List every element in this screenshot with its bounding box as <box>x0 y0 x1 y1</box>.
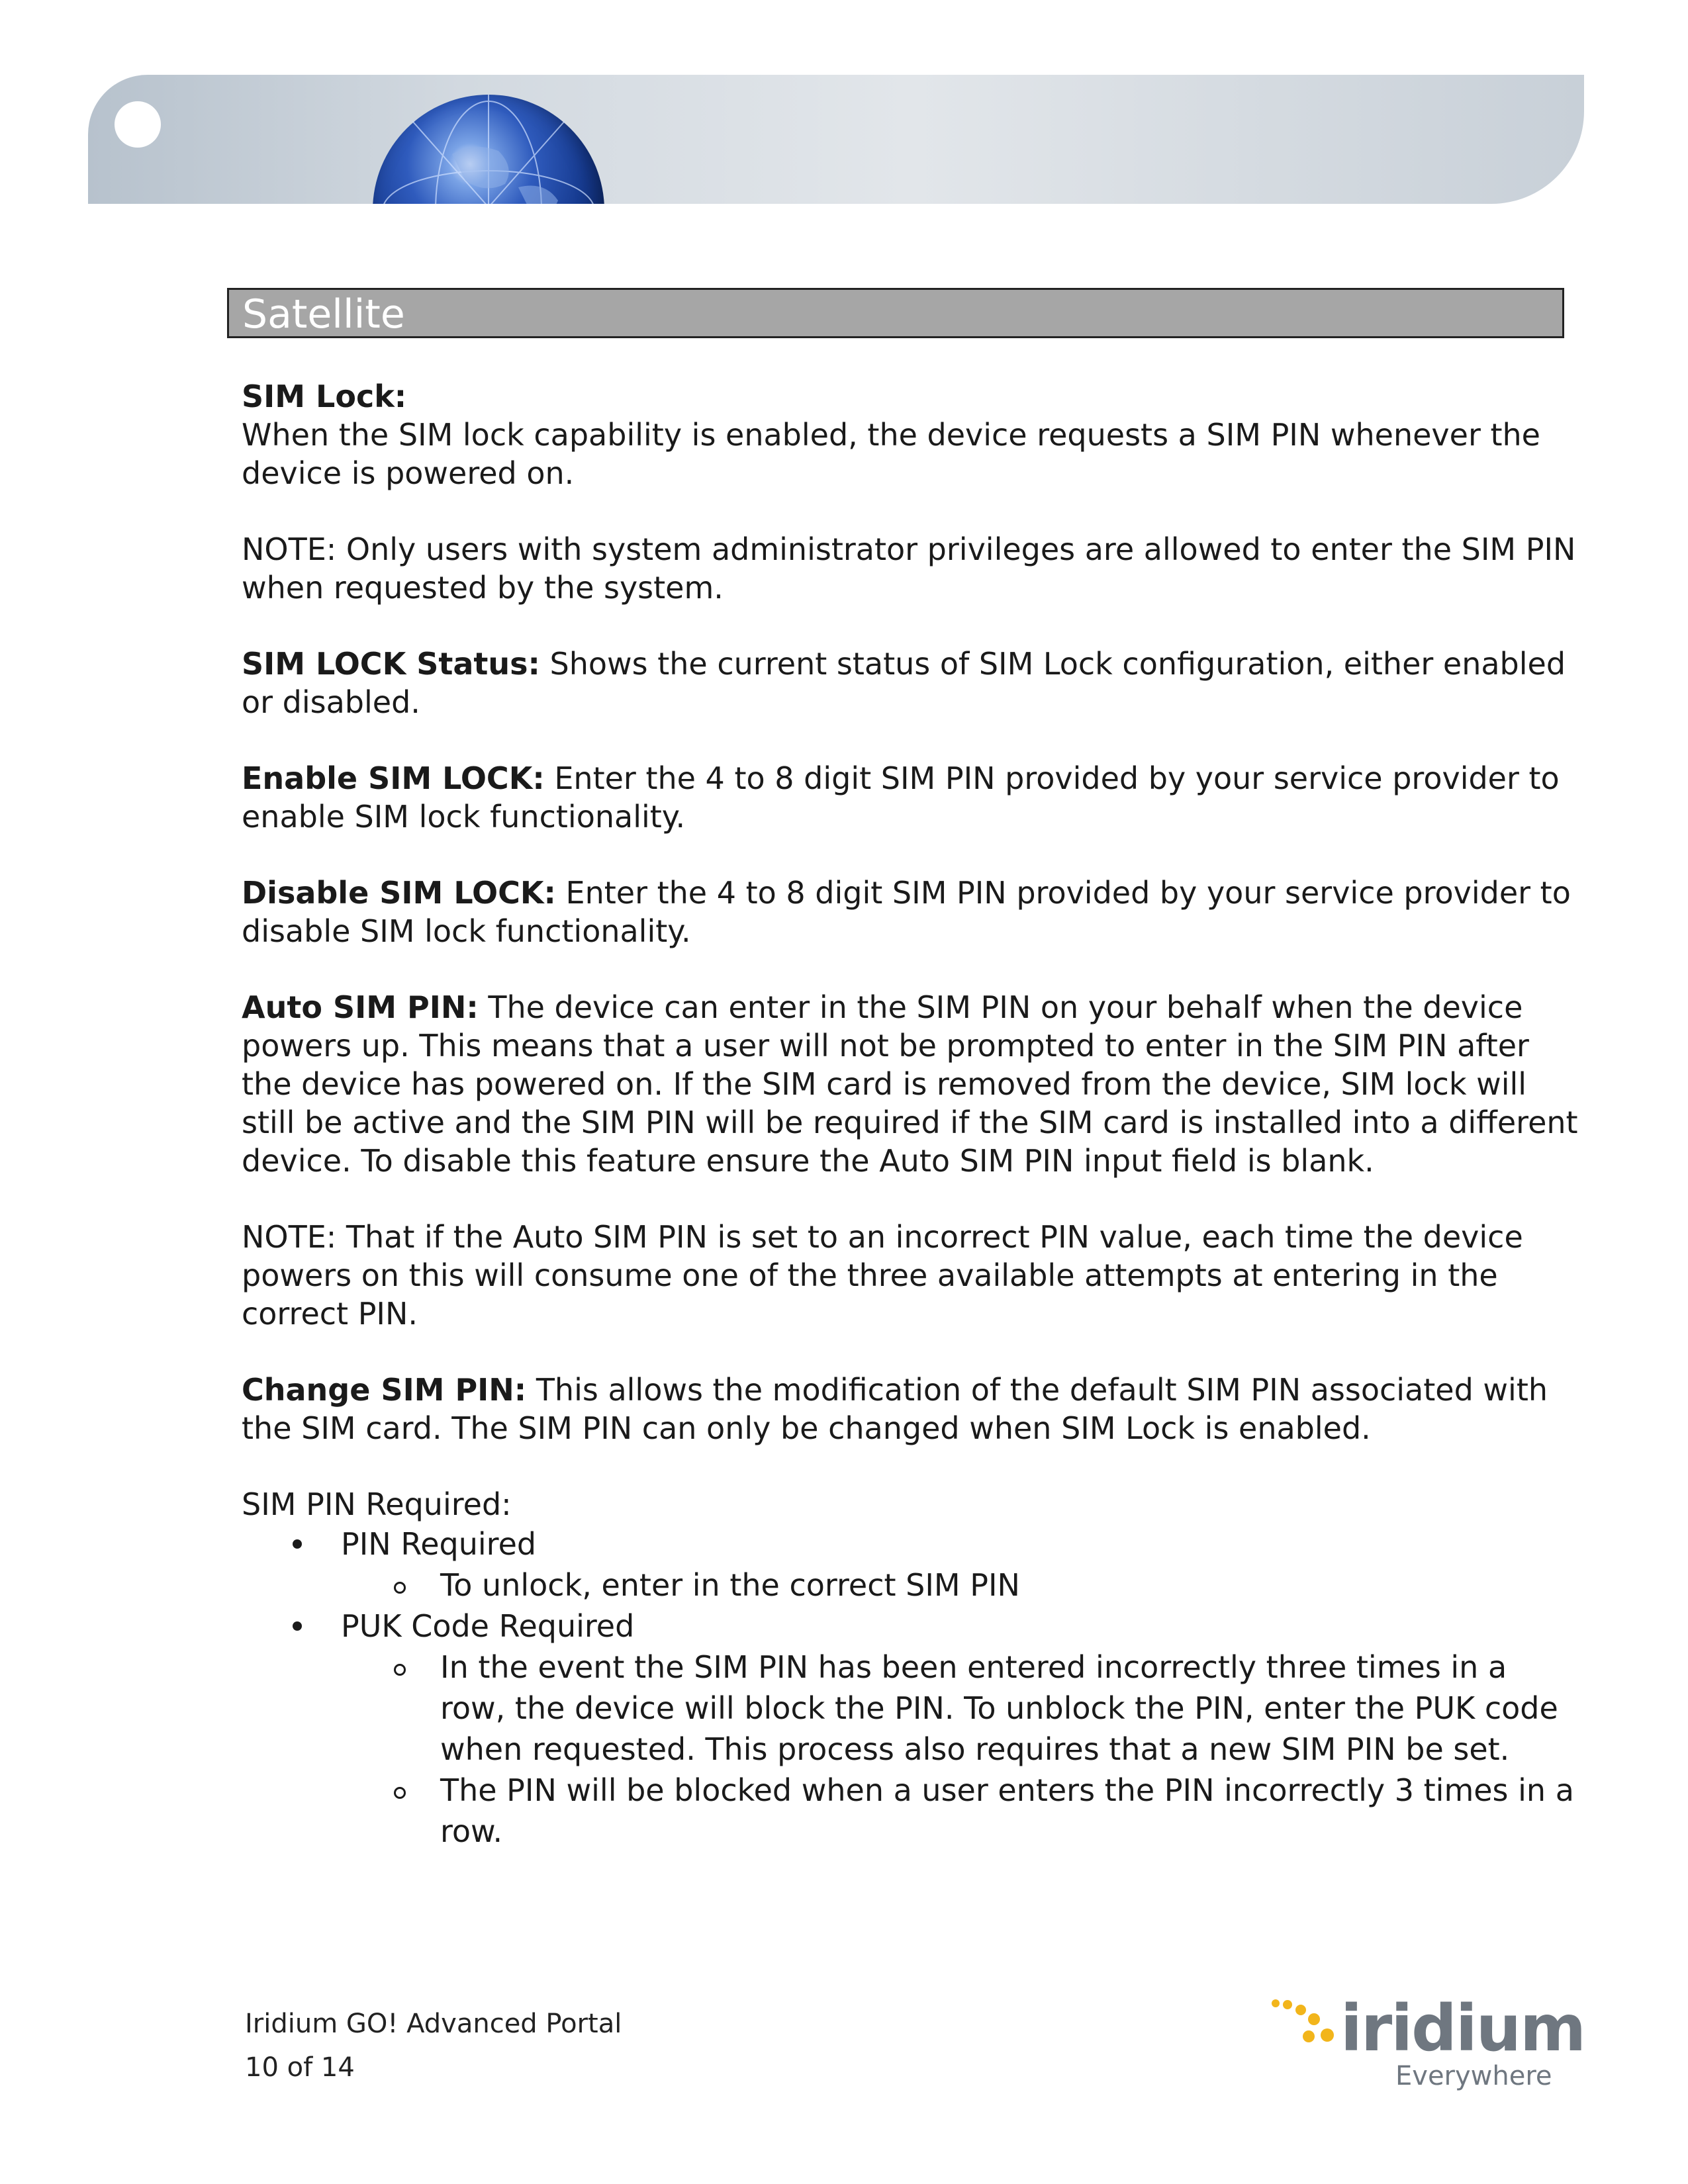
auto-sim-pin-label: Auto SIM PIN: <box>242 989 479 1025</box>
sub-list-item: In the event the SIM PIN has been entered incorrectly three times in a row, the device will block the PIN. To unblock the PIN, enter the PUK code when requested. This process also requires that a new SIM PIN be set. <box>341 1647 1579 1770</box>
disable-sim-lock-paragraph <box>242 874 1579 950</box>
sim-lock-paragraph <box>242 377 1579 492</box>
sim-pin-required-heading: SIM PIN Required: <box>242 1486 512 1522</box>
banner-dot <box>115 101 161 148</box>
enable-sim-lock-paragraph <box>242 759 1579 836</box>
sub-list-item: The PIN will be blocked when a user enters the PIN incorrectly 3 times in a row. <box>341 1770 1579 1852</box>
sim-pin-required-list <box>242 1524 1579 1852</box>
dots-icon <box>1268 1995 1340 2075</box>
sim-lock-heading: SIM Lock: <box>242 379 407 414</box>
disable-sim-lock-text: Enter the 4 to 8 digit SIM PIN provided by your service provider to disable SIM lock functionality. <box>242 875 1571 949</box>
section-header <box>227 288 1564 338</box>
footer <box>245 2002 622 2089</box>
sub-list <box>341 1565 1579 1606</box>
sub-list-item: To unlock, enter in the correct SIM PIN <box>341 1565 1579 1606</box>
footer-page-number: 10 of 14 <box>245 2052 355 2083</box>
enable-sim-lock-label: Enable SIM LOCK: <box>242 760 545 796</box>
list-item-pin-required <box>242 1524 1579 1606</box>
document-body <box>242 377 1579 1852</box>
auto-sim-pin-text: The device can enter in the SIM PIN on your behalf when the device powers up. This means that a user will not be prompted to enter in the SIM PIN after the device has powered on. If the SIM card is removed from the device, SIM lock will still be active and the SIM PIN will be required if the SIM card is installed into a different device. To disable this feature ensure the Auto SIM PIN input field is blank. <box>242 989 1578 1179</box>
disable-sim-lock-label: Disable SIM LOCK: <box>242 875 556 911</box>
auto-sim-pin-paragraph <box>242 988 1579 1180</box>
footer-doc-title: Iridium GO! Advanced Portal <box>245 2009 622 2039</box>
enable-sim-lock-text: Enter the 4 to 8 digit SIM PIN provided by your service provider to enable SIM lock functionality. <box>242 760 1560 835</box>
list-item-label: PUK Code Required <box>341 1608 635 1644</box>
iridium-logo <box>1268 1991 1585 2095</box>
change-sim-pin-label: Change SIM PIN: <box>242 1372 527 1408</box>
change-sim-pin-text: This allows the modification of the default SIM PIN associated with the SIM card. The SIM PIN can only be changed when SIM Lock is enabled. <box>242 1372 1548 1446</box>
header-banner <box>88 75 1584 204</box>
sim-pin-required-section <box>242 1485 1579 1852</box>
logo-wordmark: iridium <box>1340 1991 1585 2066</box>
section-title: Satellite <box>242 291 405 338</box>
note-admin: NOTE: Only users with system administrator privileges are allowed to enter the SIM PIN when requested by the system. <box>242 531 1576 606</box>
sim-lock-text: When the SIM lock capability is enabled, the device requests a SIM PIN whenever the device is powered on. <box>242 417 1540 491</box>
note-auto-sim-pin: NOTE: That if the Auto SIM PIN is set to an incorrect PIN value, each time the device powers on this will consume one of the three available attempts at entering in the correct PIN. <box>242 1219 1523 1332</box>
list-item-label: PIN Required <box>341 1526 537 1562</box>
sim-lock-status-label: SIM LOCK Status: <box>242 646 540 682</box>
change-sim-pin-paragraph <box>242 1371 1579 1447</box>
list-item-puk-required <box>242 1606 1579 1852</box>
sub-list <box>341 1647 1579 1852</box>
sim-lock-status-paragraph <box>242 645 1579 721</box>
sim-lock-status-text: Shows the current status of SIM Lock configuration, either enabled or disabled. <box>242 646 1566 720</box>
logo-tagline: Everywhere <box>1395 2061 1552 2091</box>
globe-icon <box>373 95 604 204</box>
